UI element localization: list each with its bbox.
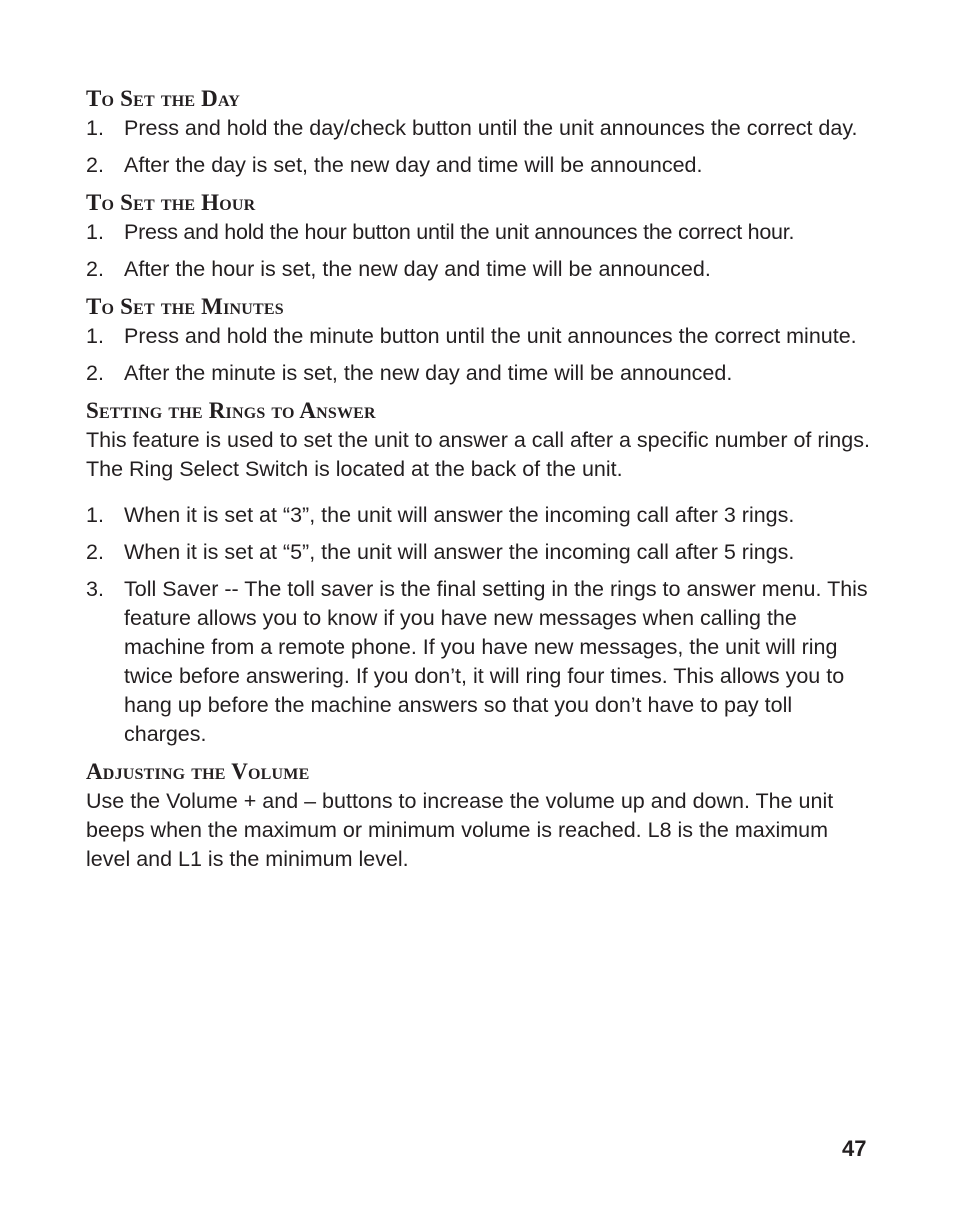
list-item [86,538,876,567]
section-heading-set-day: To Set the Day [86,86,241,111]
list-item [86,359,876,388]
set-day-steps [86,114,876,180]
step-number: 2. [86,153,104,177]
step-text: When it is set at “3”, the unit will answer the incoming call after 3 rings. [124,503,795,527]
step-text: After the day is set, the new day and time will be announced. [124,153,703,177]
section-heading-set-hour: To Set the Hour [86,190,256,215]
step-number: 1. [86,220,104,244]
section-heading-set-minutes: To Set the Minutes [86,294,284,319]
section-heading-adjust-volume: Adjusting the Volume [86,759,310,784]
step-text: Press and hold the hour button until the unit announces the correct hour. [124,220,795,244]
step-text: When it is set at “5”, the unit will answer the incoming call after 5 rings. [124,540,795,564]
list-item [86,114,876,143]
list-item [86,575,876,749]
step-number: 2. [86,361,104,385]
list-item [86,151,876,180]
step-number: 1. [86,324,104,348]
step-number: 1. [86,503,104,527]
list-item [86,322,876,351]
section-heading-rings-to-answer: Setting the Rings to Answer [86,398,376,423]
manual-page [86,84,876,874]
step-number: 2. [86,540,104,564]
volume-paragraph: Use the Volume + and – buttons to increase the volume up and down. The unit beeps when the maximum or minimum volume is reached. L8 is the maximum level and L1 is the minimum level. [86,789,834,871]
set-hour-steps [86,218,876,284]
rings-options-list [86,501,876,749]
list-item [86,501,876,530]
step-number: 2. [86,257,104,281]
page-number: 47 [842,1136,867,1161]
list-item [86,255,876,284]
step-text: Toll Saver -- The toll saver is the final setting in the rings to answer menu. This feature allows you to know if you have new messages when calling the machine from a remote phone. If you have new messages, the unit will ring twice before answering. If you don’t, it will ring four times. This allows you to hang up before the machine answers so that you don’t have to pay toll charges. [124,577,868,746]
step-number: 1. [86,116,104,140]
rings-intro-paragraph: This feature is used to set the unit to answer a call after a specific number of rings. The Ring Select Switch is located at the back of the unit. [86,428,870,481]
step-text: Press and hold the minute button until the unit announces the correct minute. [124,324,857,348]
step-text: After the hour is set, the new day and time will be announced. [124,257,711,281]
step-number: 3. [86,577,104,601]
list-item [86,218,876,247]
step-text: Press and hold the day/check button until the unit announces the correct day. [124,116,858,140]
set-minutes-steps [86,322,876,388]
step-text: After the minute is set, the new day and time will be announced. [124,361,733,385]
